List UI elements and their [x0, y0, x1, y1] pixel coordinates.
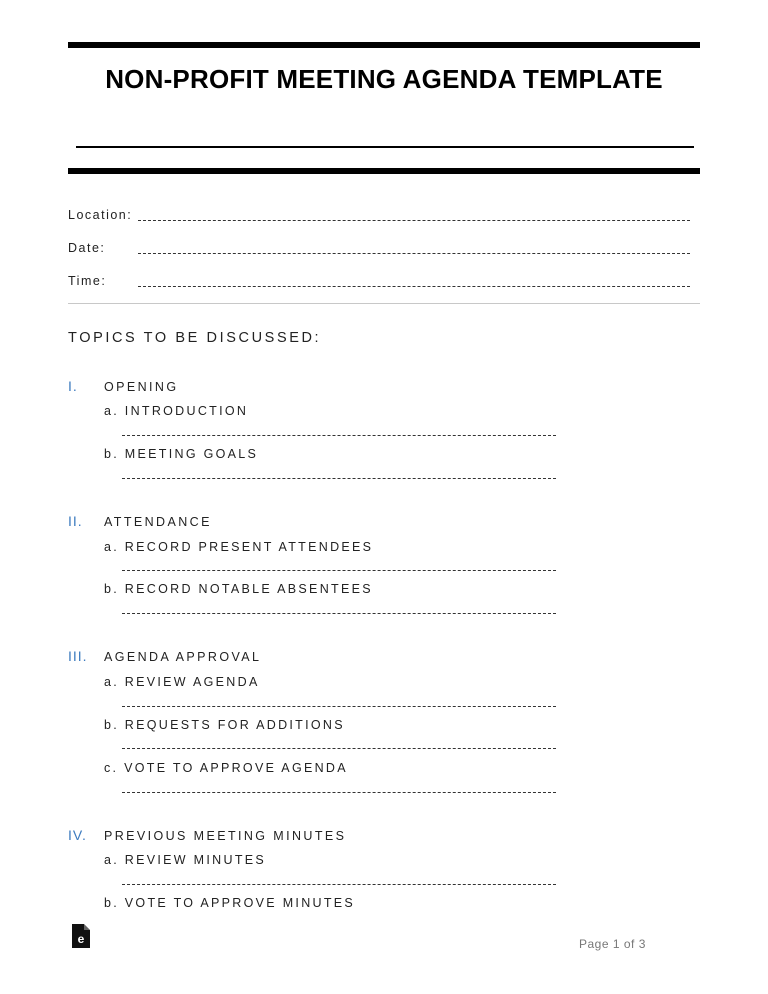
section-numeral: I.	[68, 378, 78, 394]
section-title-opening: OPENING	[104, 380, 179, 394]
agenda-item: b. MEETING GOALS	[104, 447, 259, 461]
item-notes-line[interactable]	[122, 884, 556, 885]
date-label: Date:	[68, 241, 106, 255]
item-notes-line[interactable]	[122, 706, 556, 707]
section-title-agenda-approval: AGENDA APPROVAL	[104, 650, 262, 664]
item-notes-line[interactable]	[122, 613, 556, 614]
agenda-item: c. VOTE TO APPROVE AGENDA	[104, 761, 348, 775]
agenda-item: b. VOTE TO APPROVE MINUTES	[104, 896, 356, 910]
agenda-item: a. REVIEW AGENDA	[104, 675, 260, 689]
agenda-item: a. RECORD PRESENT ATTENDEES	[104, 540, 374, 554]
organization-name-line[interactable]	[76, 146, 694, 148]
time-label: Time:	[68, 274, 107, 288]
section-title-previous-minutes: PREVIOUS MEETING MINUTES	[104, 829, 347, 843]
item-notes-line[interactable]	[122, 478, 556, 479]
agenda-item: a. REVIEW MINUTES	[104, 853, 267, 867]
section-title-attendance: ATTENDANCE	[104, 515, 212, 529]
date-field-line[interactable]	[138, 253, 690, 254]
svg-text:e: e	[77, 932, 85, 946]
document-e-icon	[72, 924, 90, 948]
topics-heading: TOPICS TO BE DISCUSSED:	[68, 330, 322, 346]
item-notes-line[interactable]	[122, 570, 556, 571]
top-divider-bar	[68, 42, 700, 48]
item-notes-line[interactable]	[122, 435, 556, 436]
time-field-line[interactable]	[138, 286, 690, 287]
agenda-item: a. INTRODUCTION	[104, 404, 249, 418]
item-notes-line[interactable]	[122, 792, 556, 793]
item-notes-line[interactable]	[122, 748, 556, 749]
header-bottom-bar	[68, 168, 700, 174]
agenda-item: b. RECORD NOTABLE ABSENTEES	[104, 582, 373, 596]
section-numeral: III.	[68, 648, 88, 664]
page-number: Page 1 of 3	[579, 937, 646, 951]
section-divider	[68, 303, 700, 304]
section-numeral: II.	[68, 513, 83, 529]
location-label: Location:	[68, 208, 133, 222]
agenda-item: b. REQUESTS FOR ADDITIONS	[104, 718, 345, 732]
section-numeral: IV.	[68, 827, 87, 843]
document-title: NON-PROFIT MEETING AGENDA TEMPLATE	[105, 64, 663, 94]
location-field-line[interactable]	[138, 220, 690, 221]
